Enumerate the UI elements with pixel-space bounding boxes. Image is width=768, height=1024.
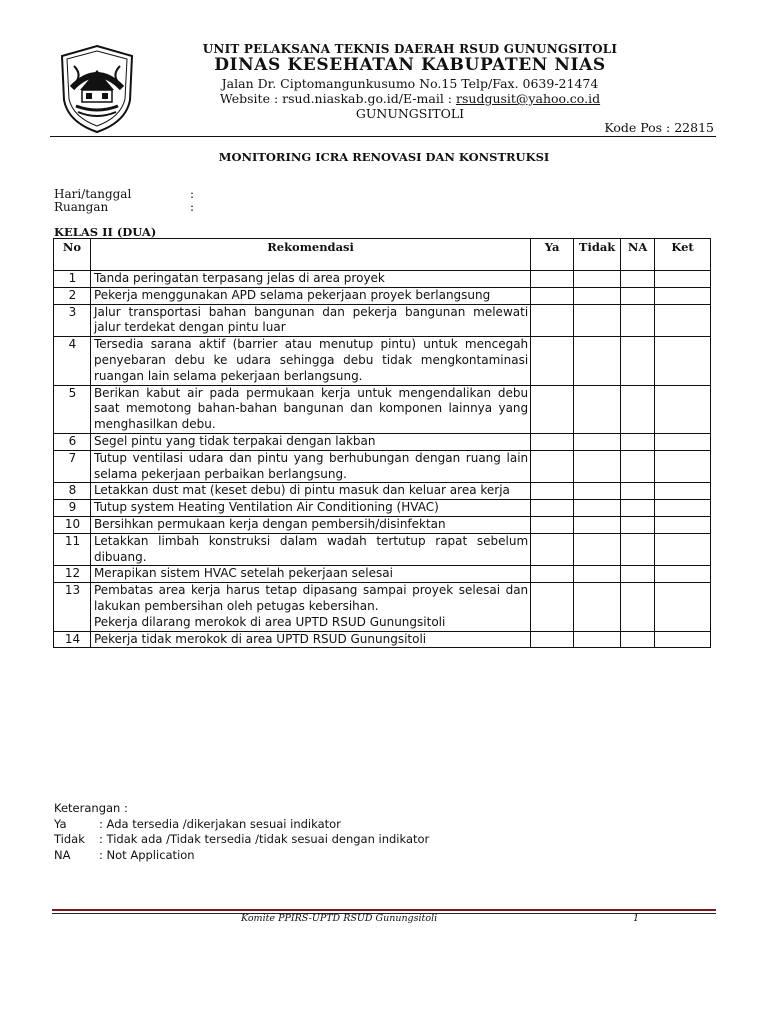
legend-item-tidak bbox=[54, 832, 429, 848]
legend-heading: Keterangan : bbox=[54, 801, 128, 815]
check-cell-ket[interactable] bbox=[655, 287, 711, 304]
header-agency: DINAS KESEHATAN KABUPATEN NIAS bbox=[214, 55, 606, 75]
table-header-row bbox=[54, 239, 711, 271]
check-cell-tidak[interactable] bbox=[574, 450, 621, 483]
check-cell-na[interactable] bbox=[621, 433, 655, 450]
check-cell-ya[interactable] bbox=[531, 516, 574, 533]
check-cell-ya[interactable] bbox=[531, 566, 574, 583]
row-number: 2 bbox=[54, 287, 91, 304]
row-number: 6 bbox=[54, 433, 91, 450]
check-cell-tidak[interactable] bbox=[574, 533, 621, 566]
row-number: 3 bbox=[54, 304, 91, 337]
footer-divider-thick bbox=[52, 909, 716, 911]
legend-item-ya bbox=[54, 817, 429, 833]
col-header-ket: Ket bbox=[655, 239, 711, 271]
check-cell-ya[interactable] bbox=[531, 483, 574, 500]
recommendation-text: Pembatas area kerja harus tetap dipasang sampai proyek selesai dan lakukan pembersihan oleh petugas kebersihan. bbox=[93, 583, 529, 613]
table-row bbox=[54, 337, 711, 385]
row-number: 7 bbox=[54, 450, 91, 483]
table-row bbox=[54, 271, 711, 288]
check-cell-ya[interactable] bbox=[531, 337, 574, 385]
row-recommendation bbox=[90, 516, 530, 533]
check-cell-ket[interactable] bbox=[655, 304, 711, 337]
recommendation-text: Merapikan sistem HVAC setelah pekerjaan selesai bbox=[93, 566, 393, 581]
check-cell-ya[interactable] bbox=[531, 631, 574, 648]
row-number: 1 bbox=[54, 271, 91, 288]
row-recommendation bbox=[90, 304, 530, 337]
meta-date-value[interactable]: : bbox=[190, 187, 195, 201]
check-cell-tidak[interactable] bbox=[574, 287, 621, 304]
check-cell-tidak[interactable] bbox=[574, 385, 621, 433]
row-number: 14 bbox=[54, 631, 91, 648]
recommendation-text: Letakkan limbah konstruksi dalam wadah tertutup rapat sebelum dibuang. bbox=[93, 533, 529, 564]
table-row bbox=[54, 631, 711, 648]
check-cell-tidak[interactable] bbox=[574, 583, 621, 631]
header-postal-code: Kode Pos : 22815 bbox=[604, 120, 714, 135]
check-cell-na[interactable] bbox=[621, 385, 655, 433]
check-cell-ya[interactable] bbox=[531, 271, 574, 288]
meta-room-label: Ruangan bbox=[54, 200, 109, 214]
row-recommendation bbox=[90, 287, 530, 304]
row-recommendation bbox=[90, 533, 530, 566]
header-website: Website : rsud.niaskab.go.id/E-mail : bbox=[219, 91, 456, 106]
nias-regency-emblem bbox=[58, 44, 136, 134]
check-cell-na[interactable] bbox=[621, 337, 655, 385]
header-unit: UNIT PELAKSANA TEKNIS DAERAH RSUD GUNUNGSITOLI bbox=[202, 42, 618, 56]
legend-desc: : Tidak ada /Tidak tersedia /tidak sesuai dengan indikator bbox=[99, 832, 430, 846]
check-cell-na[interactable] bbox=[621, 271, 655, 288]
row-recommendation bbox=[90, 500, 530, 517]
table-row bbox=[54, 450, 711, 483]
row-number: 8 bbox=[54, 483, 91, 500]
legend-item-na bbox=[54, 848, 429, 864]
recommendation-table bbox=[53, 238, 711, 648]
check-cell-tidak[interactable] bbox=[574, 433, 621, 450]
check-cell-ya[interactable] bbox=[531, 385, 574, 433]
document-title: MONITORING ICRA RENOVASI DAN KONSTRUKSI bbox=[218, 150, 550, 164]
row-recommendation bbox=[90, 450, 530, 483]
check-cell-na[interactable] bbox=[621, 500, 655, 517]
check-cell-ket[interactable] bbox=[655, 450, 711, 483]
check-cell-ya[interactable] bbox=[531, 304, 574, 337]
check-cell-ket[interactable] bbox=[655, 483, 711, 500]
recommendation-text: Pekerja tidak merokok di area UPTD RSUD Gunungsitoli bbox=[93, 631, 427, 646]
header-address: Jalan Dr. Ciptomangunkusumo No.15 Telp/Fax. 0639-21474 bbox=[221, 76, 599, 91]
row-recommendation bbox=[90, 385, 530, 433]
recommendation-text: Letakkan dust mat (keset debu) di pintu masuk dan keluar area kerja bbox=[93, 483, 510, 498]
meta-room bbox=[54, 200, 194, 214]
table-row bbox=[54, 304, 711, 337]
check-cell-ya[interactable] bbox=[531, 433, 574, 450]
row-recommendation bbox=[90, 271, 530, 288]
row-number: 13 bbox=[54, 583, 91, 631]
table-row bbox=[54, 566, 711, 583]
check-cell-tidak[interactable] bbox=[574, 516, 621, 533]
check-cell-ket[interactable] bbox=[655, 516, 711, 533]
legend-key: Tidak bbox=[54, 832, 85, 846]
check-cell-na[interactable] bbox=[621, 583, 655, 631]
header-website-line bbox=[150, 91, 670, 106]
header-divider bbox=[50, 136, 716, 137]
recommendation-text-2: Pekerja dilarang merokok di area UPTD RSUD Gunungsitoli bbox=[93, 614, 446, 629]
check-cell-tidak[interactable] bbox=[574, 566, 621, 583]
table-row bbox=[54, 500, 711, 517]
row-number: 5 bbox=[54, 385, 91, 433]
row-recommendation bbox=[90, 631, 530, 648]
check-cell-ya[interactable] bbox=[531, 583, 574, 631]
table-row bbox=[54, 533, 711, 566]
check-cell-tidak[interactable] bbox=[574, 304, 621, 337]
recommendation-text: Bersihkan permukaan kerja dengan pembersih/disinfektan bbox=[93, 516, 446, 531]
footer-page-number: 1 bbox=[633, 913, 640, 924]
recommendation-text: Pekerja menggunakan APD selama pekerjaan proyek berlangsung bbox=[93, 287, 491, 302]
recommendation-text: Tanda peringatan terpasang jelas di area proyek bbox=[93, 271, 385, 285]
col-header-no: No bbox=[54, 239, 91, 271]
table-row bbox=[54, 433, 711, 450]
check-cell-ket[interactable] bbox=[655, 566, 711, 583]
check-cell-ket[interactable] bbox=[655, 533, 711, 566]
header-city: GUNUNGSITOLI bbox=[355, 106, 465, 121]
row-number: 10 bbox=[54, 516, 91, 533]
recommendation-text: Segel pintu yang tidak terpakai dengan lakban bbox=[93, 433, 376, 448]
check-cell-ket[interactable] bbox=[655, 433, 711, 450]
row-number: 9 bbox=[54, 500, 91, 517]
recommendation-text: Berikan kabut air pada permukaan kerja untuk mengendalikan debu saat memotong bahan-bahan bangunan dan komponen lainnya yang menghasilkan debu. bbox=[93, 385, 529, 432]
row-number: 4 bbox=[54, 337, 91, 385]
recommendation-text: Jalur transportasi bahan bangunan dan pekerja bangunan melewati jalur terdekat dengan pintu luar bbox=[93, 304, 529, 335]
legend-desc: : Ada tersedia /dikerjakan sesuai indikator bbox=[99, 816, 341, 831]
recommendation-text: Tutup system Heating Ventilation Air Conditioning (HVAC) bbox=[93, 500, 439, 515]
check-cell-tidak[interactable] bbox=[574, 500, 621, 517]
row-recommendation bbox=[90, 566, 530, 583]
row-recommendation bbox=[90, 433, 530, 450]
footer-committee: Komite PPIRS-UPTD RSUD Gunungsitoli bbox=[241, 913, 438, 924]
check-cell-ket[interactable] bbox=[655, 631, 711, 648]
legend-key: Ya bbox=[54, 816, 67, 831]
col-header-na: NA bbox=[621, 239, 655, 271]
check-cell-ya[interactable] bbox=[531, 500, 574, 517]
check-cell-ket[interactable] bbox=[655, 583, 711, 631]
col-header-tidak: Tidak bbox=[574, 239, 621, 271]
row-recommendation bbox=[90, 337, 530, 385]
table-row bbox=[54, 583, 711, 631]
table-row bbox=[54, 516, 711, 533]
check-cell-na[interactable] bbox=[621, 631, 655, 648]
check-cell-na[interactable] bbox=[621, 450, 655, 483]
meta-date-label: Hari/tanggal bbox=[54, 187, 132, 201]
check-cell-ket[interactable] bbox=[655, 271, 711, 288]
recommendation-text: Tersedia sarana aktif (barrier atau menutup pintu) untuk mencegah penyebaran debu ke udara sehingga debu tidak mengkontaminasi ruangan lain selama pekerjaan berlangsung. bbox=[93, 337, 529, 383]
check-cell-na[interactable] bbox=[621, 516, 655, 533]
check-cell-tidak[interactable] bbox=[574, 337, 621, 385]
check-cell-tidak[interactable] bbox=[574, 631, 621, 648]
meta-room-value[interactable]: : bbox=[190, 200, 195, 214]
row-number: 12 bbox=[54, 566, 91, 583]
row-recommendation bbox=[90, 583, 530, 631]
meta-date bbox=[54, 187, 194, 201]
legend-key: NA bbox=[54, 847, 71, 862]
check-cell-na[interactable] bbox=[621, 483, 655, 500]
class-label: KELAS II (DUA) bbox=[54, 225, 157, 239]
col-header-rekomendasi: Rekomendasi bbox=[90, 239, 530, 271]
table-row bbox=[54, 287, 711, 304]
recommendation-text: Tutup ventilasi udara dan pintu yang berhubungan dengan ruang lain selama pekerjaan perbaikan berlangsung. bbox=[93, 450, 529, 481]
check-cell-na[interactable] bbox=[621, 304, 655, 337]
check-cell-na[interactable] bbox=[621, 566, 655, 583]
check-cell-na[interactable] bbox=[621, 287, 655, 304]
col-header-ya: Ya bbox=[531, 239, 574, 271]
check-cell-tidak[interactable] bbox=[574, 483, 621, 500]
legend-desc: : Not Application bbox=[99, 847, 195, 862]
check-cell-na[interactable] bbox=[621, 533, 655, 566]
legend-block bbox=[54, 801, 429, 863]
row-number: 11 bbox=[54, 533, 91, 566]
table-row bbox=[54, 483, 711, 500]
table-row bbox=[54, 385, 711, 433]
check-cell-ket[interactable] bbox=[655, 385, 711, 433]
header-email-link[interactable]: rsudgusit@yahoo.co.id bbox=[456, 91, 601, 106]
check-cell-ya[interactable] bbox=[531, 533, 574, 566]
check-cell-tidak[interactable] bbox=[574, 271, 621, 288]
check-cell-ya[interactable] bbox=[531, 450, 574, 483]
check-cell-ket[interactable] bbox=[655, 337, 711, 385]
check-cell-ya[interactable] bbox=[531, 287, 574, 304]
row-recommendation bbox=[90, 483, 530, 500]
check-cell-ket[interactable] bbox=[655, 500, 711, 517]
